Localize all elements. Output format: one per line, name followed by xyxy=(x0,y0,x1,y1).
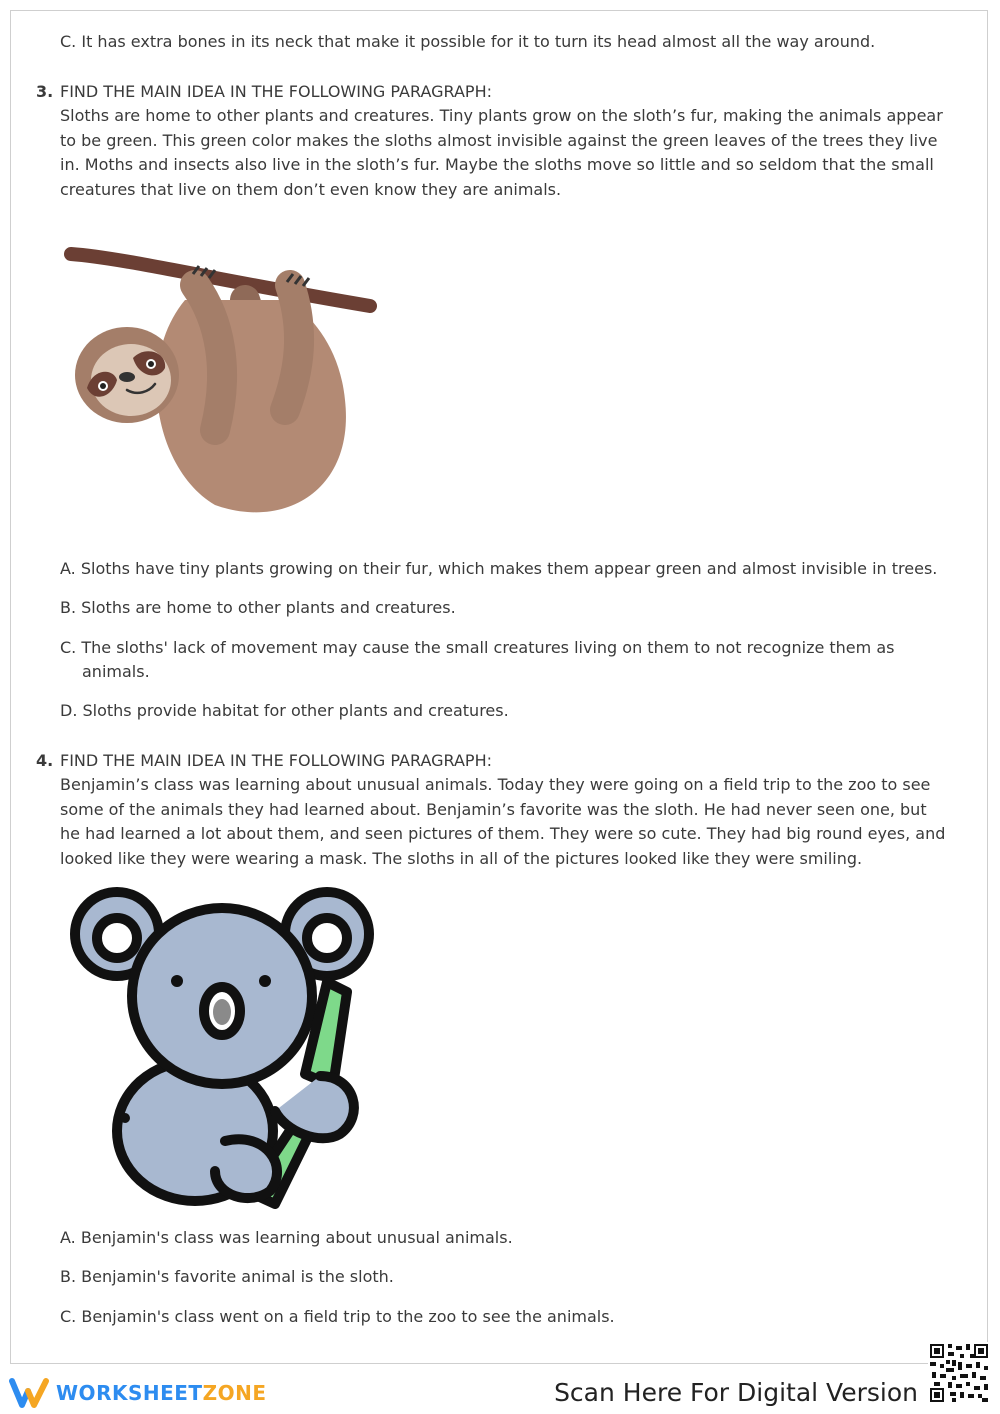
brand-name-part-1: WORKSHEET xyxy=(56,1381,203,1405)
question-paragraph xyxy=(60,773,950,871)
paragraph-line: in. Moths and insects also live in the sloth’s fur. Maybe the sloths move so little and so seldom that the small xyxy=(60,155,934,175)
brand-name-part-2: ZONE xyxy=(202,1381,267,1405)
choice-b[interactable]: B. Sloths are home to other plants and creatures. xyxy=(60,598,456,617)
choice-c[interactable]: C. Benjamin's class went on a field trip to the zoo to see the animals. xyxy=(60,1307,615,1326)
scan-instruction: Scan Here For Digital Version xyxy=(554,1378,918,1407)
paragraph-line: looked like they were wearing a mask. The sloths in all of the pictures looked like they were smiling. xyxy=(60,848,863,868)
previous-question-choice-c: C. It has extra bones in its neck that make it possible for it to turn its head almost all the way around. xyxy=(60,32,876,51)
qr-code[interactable] xyxy=(928,1342,990,1404)
paragraph-line: some of the animals they had learned about. Benjamin’s favorite was the sloth. He had never seen one, but xyxy=(60,799,927,819)
worksheetzone-brand[interactable] xyxy=(10,1376,266,1410)
question-heading: FIND THE MAIN IDEA IN THE FOLLOWING PARAGRAPH: xyxy=(60,82,492,101)
sloth-illustration xyxy=(65,240,385,520)
question-number: 4. xyxy=(36,751,54,770)
question-number: 3. xyxy=(36,82,54,101)
brand-name xyxy=(56,1381,266,1405)
koala-illustration xyxy=(65,886,380,1216)
question-heading: FIND THE MAIN IDEA IN THE FOLLOWING PARAGRAPH: xyxy=(60,751,492,770)
choice-a[interactable]: A. Sloths have tiny plants growing on their fur, which makes them appear green and almost invisible in trees. xyxy=(60,559,938,578)
choice-c[interactable] xyxy=(60,636,940,684)
paragraph-line: Sloths are home to other plants and creatures. Tiny plants grow on the sloth’s fur, making the animals appear xyxy=(60,106,943,125)
paragraph-line: Benjamin’s class was learning about unusual animals. Today they were going on a field trip to the zoo to see xyxy=(60,775,931,794)
choice-b[interactable]: B. Benjamin's favorite animal is the sloth. xyxy=(60,1267,394,1286)
choice-c-line-1: C. The sloths' lack of movement may cause the small creatures living on them to not recognize them as xyxy=(60,638,895,657)
paragraph-line: creatures that live on them don’t even know they are animals. xyxy=(60,179,562,199)
worksheetzone-logo-icon xyxy=(10,1377,50,1409)
question-paragraph xyxy=(60,104,950,202)
choice-c-line-2: animals. xyxy=(82,662,150,681)
choice-d[interactable]: D. Sloths provide habitat for other plants and creatures. xyxy=(60,701,509,720)
choice-a[interactable]: A. Benjamin's class was learning about unusual animals. xyxy=(60,1228,513,1247)
paragraph-line: he had learned a lot about them, and seen pictures of them. They were so cute. They had big round eyes, and xyxy=(60,824,946,844)
paragraph-line: to be green. This green color makes the sloths almost invisible against the green leaves of the trees they live xyxy=(60,130,938,150)
